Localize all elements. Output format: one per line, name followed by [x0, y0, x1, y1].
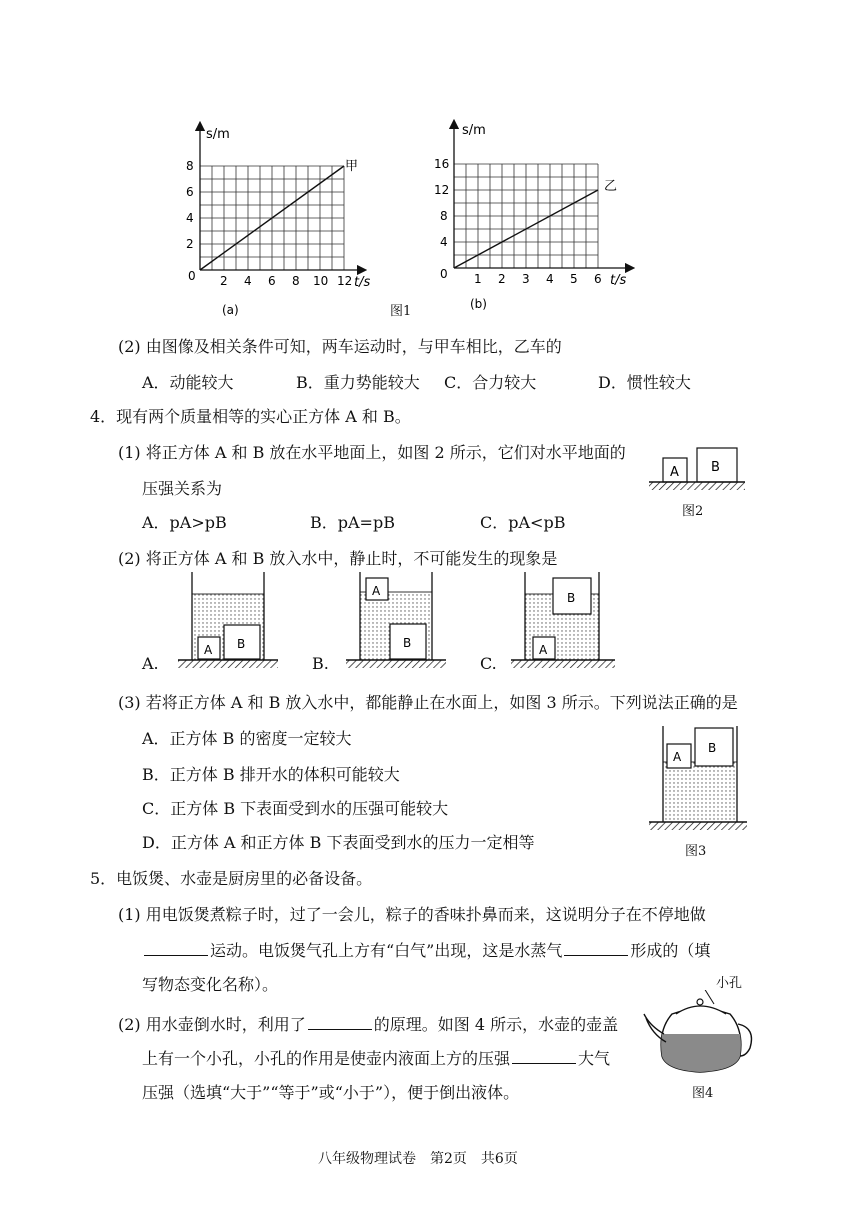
beaker-b: [340, 570, 450, 670]
graph-a: [170, 120, 370, 320]
svg-text:B: B: [237, 637, 246, 651]
x-tick-label: 8: [292, 274, 300, 288]
q4-1-option-c: C．pA<pB: [480, 513, 566, 532]
figure-2-caption: 图2: [682, 504, 704, 519]
line-label-jia: 甲: [345, 159, 359, 174]
figure-3-caption: 图3: [685, 844, 707, 859]
x-tick-label: 4: [244, 274, 252, 288]
caption-a: (a): [222, 303, 239, 317]
x-tick-label: 1: [474, 272, 482, 286]
figure-1-caption: 图1: [390, 304, 412, 319]
q5-1-line1: (1) 用电饭煲煮粽子时，过了一会儿，粽子的香味扑鼻而来，这说明分子在不停地做: [118, 905, 706, 924]
y-tick-label: 8: [440, 209, 448, 223]
x-tick-label: 6: [594, 272, 602, 286]
grid-b: [454, 164, 598, 268]
q4-1-line1: (1) 将正方体 A 和 B 放在水平地面上，如图 2 所示，它们对水平地面的: [118, 443, 626, 462]
graph-b: [430, 118, 640, 318]
figure-4-teapot: [640, 990, 760, 1078]
svg-text:B: B: [567, 591, 576, 605]
q4-1-option-b: B．pA=pB: [310, 513, 395, 532]
x-tick-label: 12: [337, 274, 353, 288]
figure-4-caption: 图4: [692, 1086, 714, 1101]
line-label-yi: 乙: [604, 179, 618, 194]
q5-stem: 5．电饭煲、水壶是厨房里的必备设备。: [90, 869, 373, 888]
blank-1[interactable]: [144, 941, 208, 956]
x-tick-label: 6: [268, 274, 276, 288]
svg-text:A: A: [204, 643, 213, 657]
q3-2-option-b: B．重力势能较大: [296, 373, 420, 392]
svg-text:A: A: [673, 750, 682, 764]
q3-2-option-d: D．惯性较大: [598, 373, 691, 392]
svg-text:B: B: [708, 741, 717, 755]
y-tick-label: 6: [186, 185, 194, 199]
svg-text:A: A: [539, 643, 548, 657]
blank-3[interactable]: [308, 1015, 372, 1030]
origin-a: 0: [188, 269, 196, 283]
q4-3-option-b: B．正方体 B 排开水的体积可能较大: [142, 765, 400, 784]
q4-3-option-a: A．正方体 B 的密度一定较大: [142, 729, 352, 748]
blank-4[interactable]: [512, 1049, 576, 1064]
q4-1-option-a: A．pA>pB: [142, 513, 227, 532]
q4-3-stem: (3) 若将正方体 A 和 B 放入水中，都能静止在水面上，如图 3 所示。下列说法正确的是: [118, 693, 738, 712]
q5-2-line2: 上有一个小孔，小孔的作用是使壶内液面上方的压强 大气: [142, 1049, 611, 1068]
blank-2[interactable]: [564, 941, 628, 956]
q4-2-label-c: C.: [480, 654, 497, 673]
svg-text:B: B: [711, 460, 720, 475]
q5-1-line2: 运动。电饭煲气孔上方有“白气”出现，这是水蒸气 形成的（填: [142, 938, 710, 961]
x-tick-label: 2: [498, 272, 506, 286]
y-tick-label: 8: [186, 159, 194, 173]
y-tick-label: 4: [440, 235, 448, 249]
xlabel-b: t/s: [610, 273, 627, 288]
x-tick-label: 10: [313, 274, 329, 288]
y-tick-label: 12: [434, 183, 450, 197]
x-tick-label: 2: [220, 274, 228, 288]
beaker-a: [170, 570, 280, 670]
xlabel-a: t/s: [354, 275, 370, 290]
figure-2: [645, 440, 750, 500]
q5-2-line3: 压强（选填“大于”“等于”或“小于”），便于倒出液体。: [142, 1083, 520, 1102]
q3-2-stem: (2) 由图像及相关条件可知，两车运动时，与甲车相比，乙车的: [118, 337, 562, 356]
q3-2-option-a: A．动能较大: [142, 373, 234, 392]
y-tick-label: 4: [186, 211, 194, 225]
figure-4-hole-label: 小孔: [716, 976, 743, 991]
q3-2-option-c: C．合力较大: [444, 373, 537, 392]
ground: [649, 482, 745, 490]
svg-text:A: A: [670, 465, 679, 480]
y-tick-label: 2: [186, 237, 194, 251]
page-footer: 八年级物理试卷 第2页 共6页: [318, 1151, 518, 1167]
svg-text:A: A: [372, 584, 381, 598]
x-tick-label: 3: [522, 272, 530, 286]
ylabel-a: s/m: [206, 127, 230, 142]
q4-2-label-b: B.: [312, 654, 329, 673]
q4-3-option-c: C．正方体 B 下表面受到水的压强可能较大: [142, 799, 449, 818]
figure-3: [645, 722, 750, 834]
q5-2-line1: (2) 用水壶倒水时，利用了 的原理。如图 4 所示，水壶的壶盖: [118, 1015, 619, 1034]
x-tick-label: 5: [570, 272, 578, 286]
q4-3-option-d: D．正方体 A 和正方体 B 下表面受到水的压力一定相等: [142, 833, 535, 852]
svg-text:B: B: [403, 636, 412, 650]
q5-1-line3: 写物态变化名称）。: [142, 975, 279, 994]
x-tick-label: 4: [546, 272, 554, 286]
q4-1-line2: 压强关系为: [142, 479, 223, 498]
y-tick-label: 16: [434, 157, 450, 171]
ylabel-b: s/m: [462, 123, 486, 138]
origin-b: 0: [440, 267, 448, 281]
q4-stem: 4．现有两个质量相等的实心正方体 A 和 B。: [90, 407, 411, 426]
q4-2-label-a: A.: [142, 654, 159, 673]
q4-2-stem: (2) 将正方体 A 和 B 放入水中，静止时，不可能发生的现象是: [118, 549, 558, 568]
beaker-c: [505, 570, 620, 670]
caption-b: (b): [470, 297, 487, 311]
